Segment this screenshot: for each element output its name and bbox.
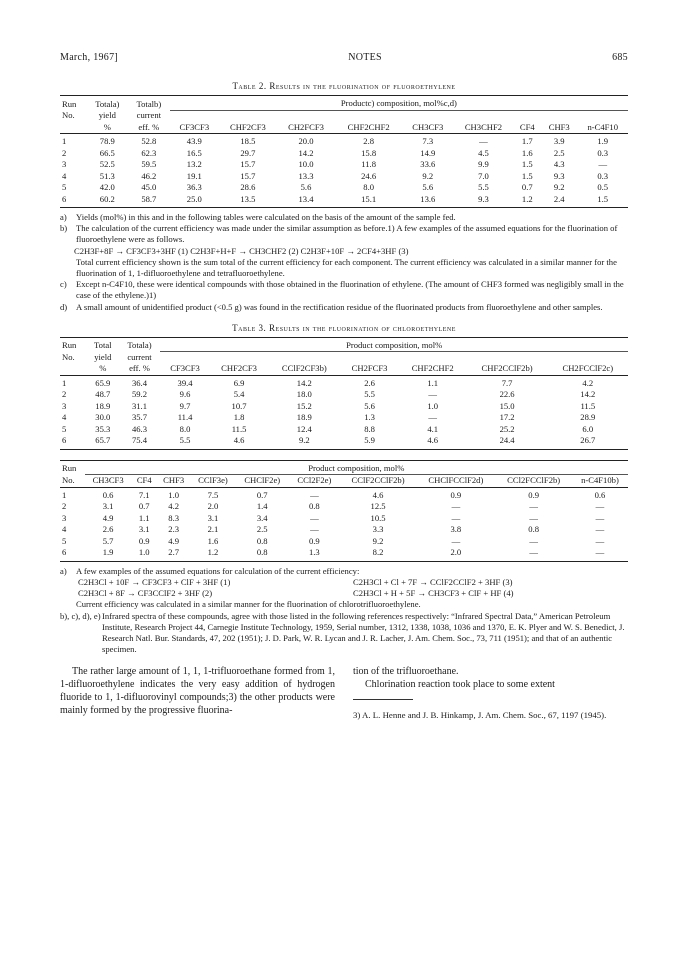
- t2-h-total: Totala): [87, 96, 128, 111]
- t3b-col-header: CF4: [136, 475, 152, 486]
- t2-cell: 5: [62, 182, 67, 192]
- t2-h-totalb: Totalb): [128, 96, 170, 111]
- t3b-cell: 1.9: [85, 547, 132, 561]
- footnote-rule: [353, 699, 413, 700]
- t3b-row: [60, 487, 628, 501]
- t3b-col-header: n-C4F10b): [581, 475, 619, 486]
- t2-cell: 9.9: [478, 159, 489, 169]
- t3-cell: 59.2: [131, 389, 147, 400]
- t2-cell: 2.5: [553, 147, 565, 158]
- body-text: [60, 665, 628, 721]
- t3-cell: 65.9: [87, 375, 119, 389]
- t3-row: [60, 389, 628, 401]
- t3-cell: 22.6: [499, 389, 515, 400]
- t2-row: [60, 194, 628, 208]
- t3b-cell: 0.8: [256, 535, 268, 546]
- t2-cell: 14.9: [420, 147, 436, 158]
- t3b-cell: —: [451, 512, 461, 523]
- t3-cell: 26.7: [548, 435, 628, 449]
- t3-col-header: CClF2CF3b): [281, 363, 327, 374]
- t3b-col-header: CHF3: [163, 475, 185, 486]
- t3b-cell: 0.8: [308, 501, 320, 512]
- t2-cell: 58.7: [128, 194, 170, 208]
- t3-h-product: Product composition, mol%: [160, 337, 628, 352]
- t3-cell: 31.1: [131, 400, 147, 411]
- t3b-cell: 7.5: [190, 487, 235, 501]
- t3-cell: 6: [60, 435, 87, 449]
- t2-cell: 8.0: [363, 182, 375, 192]
- t3-row: [60, 412, 628, 424]
- t3b-cell: —: [595, 512, 605, 523]
- t2-cell: 19.1: [186, 170, 202, 181]
- t3b-cell: 8.2: [340, 547, 417, 561]
- t2-cell: 13.6: [402, 194, 453, 208]
- t2-cell: 66.5: [99, 147, 115, 158]
- t3b-cell: —: [572, 547, 628, 561]
- t2-cell: 5.6: [422, 182, 434, 192]
- t2-col-header: CH3CHF2: [464, 121, 503, 132]
- t3b-cell: —: [310, 512, 319, 523]
- t2-note-b: The calculation of the current efficiency was made under the similar assumption as before.1) A few examples of the assumed equations for the fluorination of fluoroethylene were as follows.: [76, 223, 618, 245]
- t2-cell: 15.1: [335, 194, 402, 208]
- t3-eq4: C2H3Cl + H + 5F → CH3CF3 + ClF + HF (4): [353, 588, 514, 599]
- t3b-cell: 0.9: [416, 487, 495, 501]
- t2-cell: 28.6: [240, 182, 256, 192]
- t3-cell: 6.0: [582, 423, 594, 434]
- t3b-cell: 0.6: [572, 487, 628, 501]
- t2-row: [60, 134, 628, 148]
- t2-col-header: CHF2CHF2: [347, 121, 390, 132]
- t3-cell: 1: [60, 375, 87, 389]
- t3b-h-no: No.: [62, 475, 75, 486]
- t2-cell: 9.3: [453, 194, 513, 208]
- t3-cell: 5.5: [364, 389, 375, 400]
- t3b-cell: 2.7: [157, 547, 191, 561]
- t2-col-header: CH2FCF3: [288, 121, 324, 132]
- t3-cell: 5.4: [233, 389, 245, 400]
- t2-row: [60, 148, 628, 160]
- body-right-line2: Chlorination reaction took place to some extent: [365, 679, 555, 691]
- t3b-cell: —: [495, 547, 572, 561]
- table3-continued: [60, 460, 628, 562]
- t2-col-header: n-C4F10: [587, 121, 619, 132]
- t3b-cell: 3.4: [256, 512, 268, 523]
- t3b-row: [60, 547, 628, 561]
- t3b-col-header: CCl2FCClF2b): [507, 475, 561, 486]
- t3b-cell: 7.1: [132, 487, 157, 501]
- t2-note-b-equations: C2H3F+8F → CF3CF3+3HF (1) C2H3F+H+F → CH3CHF2 (2) C2H3F+10F → 2CF4+3HF (3): [74, 245, 409, 256]
- t3b-cell: 4.2: [168, 501, 180, 512]
- body-left-paragraph: The rather large amount of 1, 1, 1-trifluoroethane formed from 1, 1-difluoroethylene indicates the very easy addition of hydrogen fluoride to 1, 1-difluorovinyl compounds;3) the other products were mainly formed by the progressive fluorina-: [60, 666, 335, 717]
- t2-row: [60, 171, 628, 183]
- page-number: 685: [612, 52, 628, 63]
- t2-cell: 62.3: [141, 147, 157, 158]
- page: [60, 52, 628, 721]
- t3b-cell: 1.4: [256, 501, 268, 512]
- t3b-row: [60, 513, 628, 525]
- t3b-cell: 3: [62, 512, 67, 523]
- t3b-cell: —: [451, 501, 461, 512]
- t2-cell: 60.2: [87, 194, 128, 208]
- t3-cell: 14.2: [580, 389, 596, 400]
- t2-cell: 15.7: [240, 170, 256, 181]
- t3-col-header: CH2FCClF2c): [562, 363, 614, 374]
- header-section: NOTES: [348, 52, 382, 63]
- body-left-column: [60, 665, 335, 721]
- t3-cell: 15.2: [296, 400, 312, 411]
- t2-cell: 45.0: [141, 182, 157, 192]
- t3-row: [60, 424, 628, 436]
- t3-cell: 39.4: [160, 375, 209, 389]
- t2-cell: 52.8: [128, 134, 170, 148]
- t3b-cell: 5: [62, 535, 67, 546]
- t3b-cell: 12.5: [370, 501, 386, 512]
- t3b-cell: 2.0: [207, 501, 219, 512]
- header-date: March, 1967]: [60, 52, 119, 63]
- t3-cell: 6.9: [210, 375, 269, 389]
- t3-col-header: CHF2CHF2: [411, 363, 454, 374]
- t2-cell: 52.5: [99, 159, 115, 169]
- t2-cell: 1.5: [577, 194, 628, 208]
- t3-cell: 18.9: [95, 400, 111, 411]
- t2-h-yield: yield: [98, 110, 116, 120]
- t2-cell: 13.3: [298, 170, 314, 181]
- t3-col-header: CF3CF3: [170, 363, 200, 374]
- t3-h-no: No.: [62, 351, 75, 362]
- t3-cell: 1.0: [427, 400, 439, 411]
- t3-cell: 18.9: [296, 412, 312, 423]
- t3-h-eff: eff. %: [129, 363, 150, 374]
- t2-cell: 10.0: [298, 159, 314, 169]
- t3-cell: 2: [62, 389, 67, 400]
- t3b-cell: 8.3: [168, 512, 180, 523]
- t3-col-header: CH2FCF3: [351, 363, 388, 374]
- t3-cell: 36.4: [119, 375, 161, 389]
- t3b-h-run: Run: [60, 460, 85, 475]
- t3-cell: 17.2: [499, 412, 515, 423]
- t2-cell: 0.3: [597, 170, 609, 181]
- t3b-cell: 1: [60, 487, 85, 501]
- t2-cell: 7.0: [478, 170, 489, 181]
- t3-cell: 5.6: [364, 400, 375, 411]
- t2-row: [60, 182, 628, 194]
- t3-h-totala: Totala): [119, 337, 161, 352]
- t2-cell: 18.5: [219, 134, 277, 148]
- t2-cell: 46.2: [141, 170, 157, 181]
- t3b-col-header: CH3CF3: [92, 475, 124, 486]
- t2-cell: 59.5: [141, 159, 157, 169]
- t3b-row: [60, 536, 628, 548]
- t3-cell: 10.7: [231, 400, 247, 411]
- t3b-col-header: CClF2CClF2b): [351, 475, 405, 486]
- t3-row: [60, 375, 628, 389]
- t3-cell: 11.5: [231, 423, 247, 434]
- t2-col-header: CHF3: [548, 121, 570, 132]
- t3-cell: 15.0: [499, 400, 515, 411]
- t3-cell: 5: [62, 423, 67, 434]
- t3b-cell: 1.0: [132, 547, 157, 561]
- t3-cell: 5.5: [160, 435, 209, 449]
- t2-cell: 6: [60, 194, 87, 208]
- t2-cell: 36.3: [186, 182, 202, 192]
- t3-cell: 4: [62, 412, 67, 423]
- t3-cell: 7.7: [467, 375, 548, 389]
- t2-cell: 0.5: [597, 182, 609, 192]
- t2-cell: 2: [62, 147, 67, 158]
- t2-cell: 3.9: [541, 134, 578, 148]
- t3b-cell: 4.9: [102, 512, 114, 523]
- t2-cell: 2.8: [335, 134, 402, 148]
- t3b-cell: 2.0: [416, 547, 495, 561]
- t3-cell: 18.0: [296, 389, 312, 400]
- t2-cell: 15.8: [361, 147, 377, 158]
- table2-caption: Table 2. Results in the fluorination of fluoroethylene: [232, 81, 456, 91]
- t2-cell: 1: [60, 134, 87, 148]
- t3-cell: 4.1: [427, 423, 439, 434]
- t3b-h-product: Product composition, mol%: [85, 460, 628, 475]
- t3b-cell: 2.6: [102, 524, 114, 535]
- t3-note-bcde: Infrared spectra of these compounds, agree with those listed in the following references respectively: “Infrared Spectral Data,” American Petroleum Institute, Research Project 44, Carnegie Institute Technology, 1959, Serial number, 1312, 1338, 1038, 1036 and 1370, E. K. Plyer and W. S. Benedict, J. Research Natl. Bur. Standards, 47, 202 (1951); J. D. Park, W. R. Lycan and J. R. Lacher, J. Am. Chem. Soc., 73, 711 (1951); and that of an authentic specimen.: [102, 610, 625, 655]
- t3b-cell: 3.3: [372, 524, 384, 535]
- t3-cell: 1.8: [233, 412, 245, 423]
- t3-cell: 8.0: [179, 423, 191, 434]
- t3-cell: 65.7: [87, 435, 119, 449]
- t3b-cell: 3.1: [207, 512, 219, 523]
- t3b-cell: —: [310, 524, 319, 535]
- t3-eq1: C2H3Cl + 10F → CF3CF3 + ClF + 3HF (1): [78, 577, 231, 588]
- t2-cell: 7.3: [402, 134, 453, 148]
- t3b-cell: 3.1: [102, 501, 114, 512]
- t3b-cell: —: [595, 535, 605, 546]
- t2-cell: —: [453, 134, 513, 148]
- t2-cell: 24.6: [361, 170, 377, 181]
- t2-cell: 5.6: [300, 182, 312, 192]
- t3b-col-header: CClF3e): [198, 475, 228, 486]
- t3-cell: 24.4: [467, 435, 548, 449]
- t3-cell: 11.4: [177, 412, 193, 423]
- t2-h-run: Run: [60, 96, 87, 111]
- t3-equations: [60, 577, 628, 599]
- t3b-cell: 2.5: [256, 524, 268, 535]
- t3b-cell: 0.9: [308, 535, 320, 546]
- table3: [60, 337, 628, 450]
- t2-cell: 9.2: [553, 182, 565, 192]
- t3b-col-header: CCl2F2e): [297, 475, 332, 486]
- t3-cell: 46.3: [131, 423, 147, 434]
- t3b-cell: 1.0: [157, 487, 191, 501]
- t2-cell: 42.0: [99, 182, 115, 192]
- t2-col-header: CF3CF3: [179, 121, 210, 132]
- t2-cell: 1.6: [521, 147, 533, 158]
- t2-cell: 13.4: [277, 194, 335, 208]
- t3b-cell: —: [529, 501, 538, 512]
- t3b-cell: 3.8: [450, 524, 462, 535]
- t3-cell: 25.2: [499, 423, 515, 434]
- t2-cell: 14.2: [298, 147, 314, 158]
- t2-cell: 0.3: [597, 147, 609, 158]
- t3b-cell: 9.2: [372, 535, 384, 546]
- t3-cell: 8.8: [364, 423, 375, 434]
- t3b-row: [60, 524, 628, 536]
- t2-h-eff: eff. %: [138, 121, 160, 132]
- t2-cell: 0.7: [521, 182, 533, 192]
- t2-cell: 2.4: [541, 194, 578, 208]
- t2-note-b2: Total current efficiency shown is the sum total of the current efficiency for each component. The current efficiency was calculated in a similar manner for the fluorination of 1, 1-difluoroethylene and tetrafluoroethylene.: [76, 256, 617, 279]
- t3b-cell: 5.7: [102, 535, 114, 546]
- t3-row: [60, 401, 628, 413]
- t2-cell: —: [598, 159, 608, 169]
- t3-cell: —: [428, 412, 437, 423]
- t3b-cell: —: [451, 535, 461, 546]
- t3b-cell: 0.7: [236, 487, 289, 501]
- t3-cell: 4.2: [548, 375, 628, 389]
- t2-cell: 43.9: [170, 134, 219, 148]
- t3b-cell: 0.7: [138, 501, 150, 512]
- table3-notes: a) A few examples of the assumed equations for calculation of the current efficiency: C2H3Cl + 10F → CF3CF3 + ClF + 3HF (1) C2H3Cl + Cl + 7F → CClF2CClF2 + 3HF (3) C2H3Cl + 8F → CF3CClF2 + 3HF (2) C2H3Cl + H + 5F → CH3CF3 + ClF + HF (4) Current efficiency was calculated in a similar manner for the fluorination of chlorotrifluoroethylene. b), c), d), e) Infrared spectra of these compounds, agree with those listed in the following references respectively: “Infrared Spectral Data,” American Petroleum Institute, Research Project 44, Carnegie Institute Technology, 1959, Serial number, 1312, 1338, 1038, 1036 and 1370, E. K. Plyer and W. S. Benedict, J. Research Natl. Bur. Standards, 47, 202 (1951); J. D. Park, W. R. Lycan and J. R. Lacher, J. Am. Chem. Soc., 73, 711 (1951); and that of an authentic specimen.: [60, 566, 628, 656]
- t3b-cell: 2.3: [168, 524, 180, 535]
- t3b-col-header: CHClFCClF2d): [428, 475, 484, 486]
- t3b-cell: 1.1: [138, 512, 150, 523]
- t2-cell: 5.5: [478, 182, 489, 192]
- t3-h-total: Total: [87, 337, 119, 352]
- t3b-cell: —: [529, 535, 538, 546]
- t3-cell: 30.0: [95, 412, 111, 423]
- t2-h-current: current: [136, 110, 162, 120]
- table2: [60, 95, 628, 208]
- t3b-cell: 3.1: [138, 524, 150, 535]
- t2-cell: 1.5: [521, 159, 533, 169]
- t2-cell: 1.7: [514, 134, 541, 148]
- t2-cell: 4.5: [478, 147, 489, 158]
- t3-h-run: Run: [60, 337, 87, 352]
- t2-cell: 13.2: [186, 159, 202, 169]
- t2-cell: 1.5: [521, 170, 533, 181]
- t3b-cell: 4.9: [168, 535, 180, 546]
- t3b-cell: 4.6: [340, 487, 417, 501]
- t2-cell: 20.0: [277, 134, 335, 148]
- t3b-cell: —: [595, 524, 605, 535]
- t2-cell: 13.5: [219, 194, 277, 208]
- t3-note-a: A few examples of the assumed equations for calculation of the current efficiency:: [76, 565, 360, 576]
- t3-cell: 75.4: [119, 435, 161, 449]
- t3b-col-header: CHClF2e): [244, 475, 281, 486]
- t3-cell: 4.6: [399, 435, 467, 449]
- table3-caption: Table 3. Results in the fluorination of chloroethylene: [232, 322, 456, 333]
- t3-h-pct: %: [99, 363, 107, 374]
- t2-cell: 33.6: [420, 159, 436, 169]
- t3-cell: 1.1: [399, 375, 467, 389]
- t3-cell: 2.6: [340, 375, 399, 389]
- t3-cell: 1.3: [364, 412, 375, 423]
- t3-note-a2: Current efficiency was calculated in a similar manner for the fluorination of chlorotrifluoroethylene.: [76, 599, 421, 610]
- t3b-cell: —: [289, 487, 340, 501]
- t2-cell: 9.3: [553, 170, 565, 181]
- t2-cell: 51.3: [99, 170, 115, 181]
- t3b-cell: 0.8: [236, 547, 289, 561]
- t2-row: [60, 159, 628, 171]
- t2-h-product: Productc) composition, mol%c,d): [170, 96, 628, 111]
- body-right-line1: tion of the trifluoroethane.: [353, 666, 459, 678]
- t3-cell: 5.9: [340, 435, 399, 449]
- t3-h-yield: yield: [94, 351, 112, 362]
- t3b-cell: —: [595, 501, 605, 512]
- t2-cell: 3: [62, 159, 67, 169]
- t2-note-a: Yields (mol%) in this and in the following tables were calculated on the basis of the amount of the sample fed.: [76, 212, 456, 222]
- t2-col-header: CF4: [519, 121, 535, 132]
- t3-cell: 28.9: [580, 412, 596, 423]
- t2-cell: 4.3: [553, 159, 565, 169]
- t3b-cell: 1.2: [190, 547, 235, 561]
- t3b-cell: 0.9: [138, 535, 150, 546]
- t3b-cell: 2: [62, 501, 67, 512]
- t2-cell: 29.7: [240, 147, 256, 158]
- t2-col-header: CH3CF3: [412, 121, 444, 132]
- t2-col-header: CHF2CF3: [229, 121, 266, 132]
- t2-cell: 25.0: [170, 194, 219, 208]
- t3-cell: 48.7: [95, 389, 111, 400]
- t3-col-header: CHF2CF3: [221, 363, 257, 374]
- t3b-cell: 0.6: [85, 487, 132, 501]
- footnote-3: 3) A. L. Henne and J. B. Hinkamp, J. Am. Chem. Soc., 67, 1197 (1945).: [353, 710, 607, 721]
- t3-cell: 9.2: [268, 435, 340, 449]
- t3-cell: 9.7: [179, 400, 191, 411]
- t2-note-c: Except n-C4F10, these were identical compounds with those obtained in the fluorination of ethylene. (The amount of CHF3 formed was negligibly small in the case of the ethylene.)1): [76, 279, 624, 301]
- t3-cell: 3: [62, 400, 67, 411]
- t3b-cell: 0.9: [495, 487, 572, 501]
- t2-note-d: A small amount of unidentified product (<0.5 g) was found in the rectification residue of the fluorinated products from fluoroethylene and other samples.: [76, 301, 603, 312]
- t2-cell: 16.5: [186, 147, 202, 158]
- running-header: [60, 52, 628, 63]
- t3-cell: 9.6: [179, 389, 191, 400]
- t3-h-current: current: [127, 351, 152, 362]
- t3b-cell: 0.8: [528, 524, 540, 535]
- t3-cell: 4.6: [210, 435, 269, 449]
- t2-cell: 1.9: [577, 134, 628, 148]
- t2-cell: 78.9: [87, 134, 128, 148]
- t3-cell: 11.5: [580, 400, 596, 411]
- t3-col-header: CHF2CClF2b): [481, 363, 533, 374]
- t3-eq3: C2H3Cl + Cl + 7F → CClF2CClF2 + 3HF (3): [353, 577, 513, 588]
- t3-cell: 12.4: [296, 423, 312, 434]
- t3-row: [60, 435, 628, 449]
- t3b-cell: 2.1: [207, 524, 219, 535]
- t3b-cell: —: [529, 512, 538, 523]
- t2-cell: 15.7: [240, 159, 256, 169]
- t3b-cell: 1.3: [289, 547, 340, 561]
- t2-cell: 11.8: [361, 159, 376, 169]
- t3-cell: —: [428, 389, 437, 400]
- t2-cell: 9.2: [422, 170, 434, 181]
- t3b-cell: 10.5: [370, 512, 386, 523]
- t3b-row: [60, 501, 628, 513]
- t3b-cell: 6: [60, 547, 85, 561]
- t3-cell: 35.3: [95, 423, 111, 434]
- t3-eq2: C2H3Cl + 8F → CF3CClF2 + 3HF (2): [78, 588, 213, 599]
- t2-cell: 4: [62, 170, 67, 181]
- t3-cell: 35.7: [131, 412, 147, 423]
- body-right-column: [353, 665, 628, 721]
- t2-h-no: No.: [62, 110, 75, 120]
- table2-notes: a) Yields (mol%) in this and in the following tables were calculated on the basis of the amount of the sample fed. b) The calculation of the current efficiency was made under the similar assumption as before.1) A few examples of the assumed equations for the fluorination of fluoroethylene were as follows. C2H3F+8F → CF3CF3+3HF (1) C2H3F+H+F → CH3CHF2 (2) C2H3F+10F → 2CF4+3HF (3) Total current efficiency shown is the sum total of the current efficiency for each component. The current efficiency was calculated in a similar manner for the fluorination of 1, 1-difluoroethylene and tetrafluoroethylene. c) Except n-C4F10, these were identical compounds with those obtained in the fluorination of ethylene. (The amount of CHF3 formed was negligibly small in the case of the ethylene.)1) d) A small amount of unidentified product (<0.5 g) was found in the rectification residue of the fluorinated products from fluoroethylene and other samples.: [60, 212, 628, 313]
- t3-cell: 14.2: [268, 375, 340, 389]
- t3b-cell: 4: [62, 524, 67, 535]
- t2-h-pct: %: [103, 121, 111, 132]
- t2-cell: 1.2: [514, 194, 541, 208]
- t3b-cell: 1.6: [207, 535, 219, 546]
